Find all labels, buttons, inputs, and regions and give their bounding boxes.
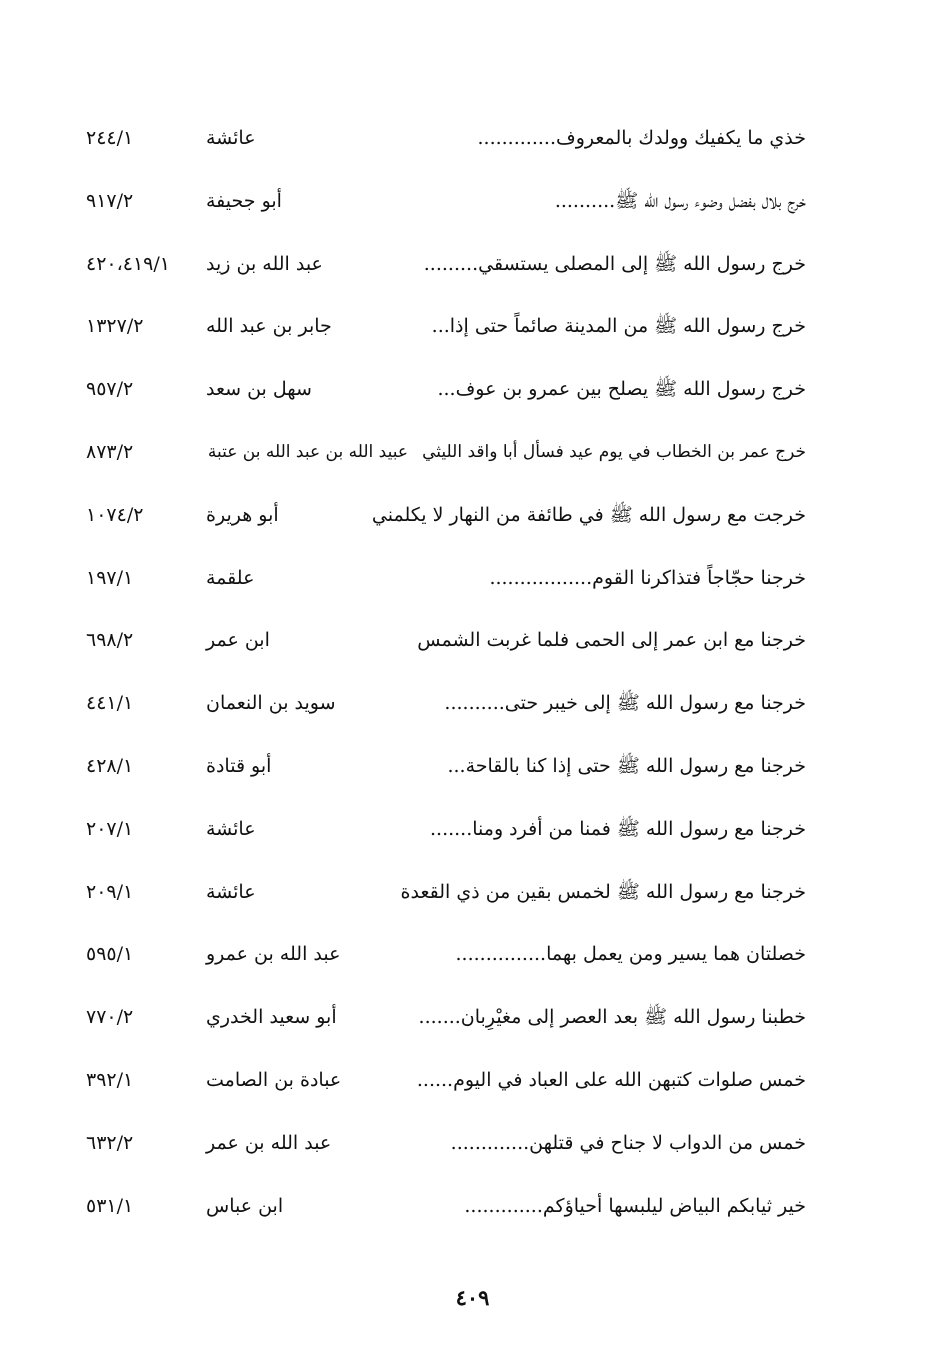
list-item [86,547,806,610]
list-item [86,798,806,861]
list-item [86,609,806,672]
volume-page-ref: ٢٤٤/١ [86,127,134,149]
volume-page-ref: ٣٩٢/١ [86,1068,134,1091]
volume-page-ref: ٩١٧/٢ [86,189,134,212]
list-item [86,233,806,296]
list-item [86,1175,806,1238]
narrator-name: سويد بن النعمان [206,692,336,715]
volume-page-ref: ٤٢٨/١ [86,754,134,777]
list-item [86,923,806,986]
hadith-text: خرجنا حجّاجاً فتذاكرنا القوم................. [489,566,806,589]
hadith-text: خمس صلوات كتبهن الله على العباد في اليوم...... [416,1068,806,1091]
hadith-text: خرج رسول الله ﷺ يصلح بين عمرو بن عوف... [437,378,806,401]
list-item [86,358,806,421]
hadith-text: خذي ما يكفيك وولدك بالمعروف............. [477,127,806,149]
narrator-name: أبو سعيد الخدري [206,1006,337,1029]
list-item [86,484,806,547]
narrator-name: عبادة بن الصامت [206,1068,342,1091]
hadith-text: خصلتان هما يسير ومن يعمل بهما............... [455,943,806,966]
list-item [86,170,806,233]
volume-page-ref: ١٩٧/١ [86,566,134,589]
volume-page-ref: ١٣٢٧/٢ [86,315,144,338]
narrator-name: عبد الله بن زيد [206,252,323,275]
volume-page-ref: ٤٢٠،٤١٩/١ [86,252,170,275]
volume-page-ref: ٢٠٩/١ [86,880,134,903]
narrator-name: عائشة [206,817,256,840]
hadith-text: خرج عمر بن الخطاب في يوم عيد فسأل أبا واقد الليثي [422,441,806,462]
volume-page-ref: ٢٠٧/١ [86,817,134,840]
list-item [86,1049,806,1112]
narrator-name: علقمة [206,566,255,589]
list-item [86,672,806,735]
hadith-text: خرجنا مع رسول الله ﷺ فمنا من أفرد ومنا....... [429,817,806,840]
narrator-name: عبيد الله بن عبد الله بن عتبة [207,441,408,462]
hadith-text: خرج رسول الله ﷺ إلى المصلى يستسقي......... [423,252,806,275]
volume-page-ref: ٦٩٨/٢ [86,629,134,652]
narrator-name: عائشة [206,880,256,903]
list-item [86,986,806,1049]
list-item [86,107,806,170]
hadith-text: خرجنا مع ابن عمر إلى الحمى فلما غربت الشمس [417,629,806,652]
hadith-text: خير ثيابكم البياض ليلبسها أحياؤكم............. [464,1194,806,1217]
hadith-text: خطبنا رسول الله ﷺ بعد العصر إلى مغيْرِبان....... [418,1006,806,1029]
list-item [86,861,806,924]
volume-page-ref: ٨٧٣/٢ [86,440,134,463]
narrator-name: عبد الله بن عمر [206,1131,332,1154]
narrator-name: ابن عمر [206,629,270,652]
list-item [86,421,806,484]
narrator-name: عائشة [206,127,256,149]
hadith-text: خرج بلال بفضل وضوء رسول الله ﷺ.......... [554,189,806,212]
volume-page-ref: ٥٣١/١ [86,1194,134,1217]
narrator-name: عبد الله بن عمرو [206,943,341,966]
hadith-text: خرجنا مع رسول الله ﷺ إلى خيبر حتى.......... [444,692,806,715]
volume-page-ref: ٧٧٠/٢ [86,1006,134,1029]
narrator-name: ابن عباس [206,1194,284,1217]
hadith-text: خرجت مع رسول الله ﷺ في طائفة من النهار لا يكلمني [371,503,806,526]
list-item [86,735,806,798]
narrator-name: أبو جحيفة [206,189,282,212]
narrator-name: أبو قتادة [206,754,272,777]
hadith-text: خرجنا مع رسول الله ﷺ لخمس بقين من ذي القعدة [400,880,806,903]
hadith-index-list [86,107,806,1237]
narrator-name: أبو هريرة [206,503,279,526]
hadith-text: خرج رسول الله ﷺ من المدينة صائماً حتى إذا... [431,315,806,338]
list-item [86,1112,806,1175]
volume-page-ref: ٩٥٧/٢ [86,378,134,401]
volume-page-ref: ٥٩٥/١ [86,943,134,966]
hadith-text: خرجنا مع رسول الله ﷺ حتى إذا كنا بالقاحة... [447,754,806,777]
volume-page-ref: ٦٣٢/٢ [86,1131,134,1154]
hadith-text: خمس من الدواب لا جناح في قتلهن............. [450,1131,806,1154]
page-number: ٤٠٩ [455,1285,490,1310]
volume-page-ref: ١٠٧٤/٢ [86,503,144,526]
narrator-name: سهل بن سعد [206,378,312,401]
list-item [86,295,806,358]
narrator-name: جابر بن عبد الله [206,315,332,338]
volume-page-ref: ٤٤١/١ [86,692,134,715]
